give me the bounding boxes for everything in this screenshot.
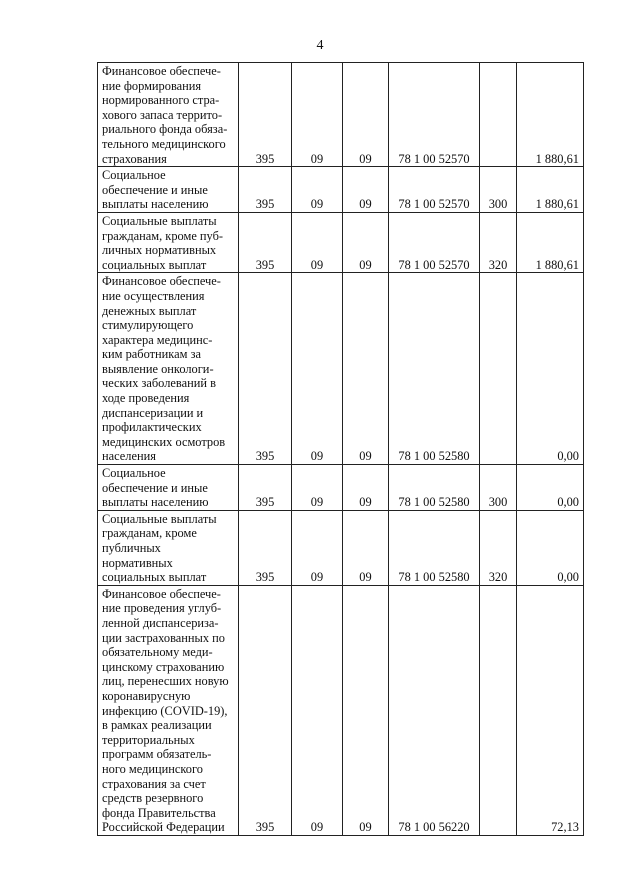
expense-name-line: Финансовое обеспече- <box>102 64 221 78</box>
expense-name-cell <box>98 585 239 835</box>
expense-name-line: населения <box>102 449 156 464</box>
expense-name-line: территориальных <box>102 732 195 747</box>
expense-name-line: в рамках реализации <box>102 718 212 733</box>
expense-name-line: ние проведения углуб- <box>102 601 222 616</box>
expense-name-line: ленной диспансериза- <box>102 615 219 630</box>
ministry-code-cell: 395 <box>239 167 292 213</box>
expense-name-line: инфекцию (COVID-19), <box>102 703 228 718</box>
amount-cell: 1 880,61 <box>517 167 584 213</box>
table-row <box>98 212 584 272</box>
subsection-code-cell: 09 <box>343 63 389 167</box>
ministry-code-cell: 395 <box>239 212 292 272</box>
target-article-code-cell: 78 1 00 52580 <box>389 465 480 511</box>
expense-name-line: личных нормативных <box>102 243 217 258</box>
expense-name-line: медицинских осмотров <box>102 434 226 449</box>
expense-name-line: фонда Правительства <box>102 805 216 820</box>
target-article-code-cell: 78 1 00 56220 <box>389 585 480 835</box>
expense-name-line: нормированного стра- <box>102 93 220 108</box>
expense-name-line: страхования <box>102 151 167 166</box>
expense-name-line: публичных <box>102 541 161 555</box>
target-article-code-cell: 78 1 00 52570 <box>389 167 480 213</box>
expense-name-line: обязательному меди- <box>102 645 213 660</box>
expense-name-line: ного медицинского <box>102 761 203 776</box>
expense-name-line: Финансовое обеспече- <box>102 586 221 601</box>
expense-name-line: страхования за счет <box>102 776 206 791</box>
expense-name-line: коронавирусную <box>102 688 191 703</box>
expense-name-line: Социальные выплаты <box>102 213 217 228</box>
ministry-code-cell: 395 <box>239 585 292 835</box>
expense-name-line: выплаты населению <box>102 495 209 510</box>
expense-type-code-cell <box>480 63 517 167</box>
target-article-code-cell: 78 1 00 52570 <box>389 212 480 272</box>
expense-name-line: ким работникам за <box>102 347 201 362</box>
section-code-cell: 09 <box>292 273 343 465</box>
expense-name-line: ходе проведения <box>102 391 190 406</box>
section-code-cell: 09 <box>292 465 343 511</box>
expense-name-line: нормативных <box>102 555 173 570</box>
expense-name-line: Российской Федерации <box>102 820 225 835</box>
expense-name-line: программ обязатель- <box>102 747 212 762</box>
table-row <box>98 63 584 167</box>
subsection-code-cell: 09 <box>343 510 389 585</box>
expense-name-line: ческих заболеваний в <box>102 376 216 391</box>
expense-type-code-cell: 300 <box>480 465 517 511</box>
expense-name-line: профилактических <box>102 420 202 435</box>
table-row <box>98 585 584 835</box>
expense-name-line: ние формирования <box>102 78 202 93</box>
subsection-code-cell: 09 <box>343 167 389 213</box>
target-article-code-cell: 78 1 00 52580 <box>389 273 480 465</box>
section-code-cell: 09 <box>292 510 343 585</box>
expense-name-line: обеспечение и иные <box>102 480 208 495</box>
expense-name-line: социальных выплат <box>102 570 207 585</box>
expense-name-cell <box>98 167 239 213</box>
expense-name-line: лиц, перенесших новую <box>102 674 229 689</box>
table-row <box>98 510 584 585</box>
expense-name-line: хового запаса террито- <box>102 107 223 122</box>
amount-cell: 72,13 <box>517 585 584 835</box>
amount-cell: 1 880,61 <box>517 63 584 167</box>
expense-name-cell <box>98 273 239 465</box>
expense-type-code-cell <box>480 273 517 465</box>
expense-name-line: тельного медицинского <box>102 136 226 151</box>
amount-cell: 0,00 <box>517 273 584 465</box>
ministry-code-cell: 395 <box>239 510 292 585</box>
target-article-code-cell: 78 1 00 52580 <box>389 510 480 585</box>
expense-name-line: денежных выплат <box>102 303 197 318</box>
section-code-cell: 09 <box>292 212 343 272</box>
expense-name-line: ние осуществления <box>102 288 205 303</box>
expense-name-line: Социальные выплаты <box>102 511 217 526</box>
subsection-code-cell: 09 <box>343 585 389 835</box>
expense-type-code-cell: 320 <box>480 510 517 585</box>
expense-type-code-cell: 320 <box>480 212 517 272</box>
expense-name-line: выявление онкологи- <box>102 361 214 376</box>
amount-cell: 0,00 <box>517 465 584 511</box>
expense-name-line: выплаты населению <box>102 197 209 212</box>
expense-name-line: диспансеризации и <box>102 405 204 420</box>
expense-name-line: социальных выплат <box>102 257 207 272</box>
ministry-code-cell: 395 <box>239 465 292 511</box>
target-article-code-cell: 78 1 00 52570 <box>389 63 480 167</box>
expense-name-line: ции застрахованных по <box>102 630 225 645</box>
ministry-code-cell: 395 <box>239 273 292 465</box>
section-code-cell: 09 <box>292 167 343 213</box>
subsection-code-cell: 09 <box>343 273 389 465</box>
expense-name-cell <box>98 63 239 167</box>
expense-name-line: цинскому страхованию <box>102 659 225 674</box>
expense-name-line: Финансовое обеспече- <box>102 274 221 289</box>
table-row <box>98 273 584 465</box>
expense-name-line: обеспечение и иные <box>102 182 208 197</box>
expense-name-cell <box>98 212 239 272</box>
table-row <box>98 167 584 213</box>
section-code-cell: 09 <box>292 585 343 835</box>
expense-type-code-cell: 300 <box>480 167 517 213</box>
expense-name-line: гражданам, кроме <box>102 526 197 541</box>
table-row <box>98 465 584 511</box>
expense-name-line: гражданам, кроме пуб- <box>102 228 224 243</box>
page-number: 4 <box>316 38 324 53</box>
subsection-code-cell: 09 <box>343 212 389 272</box>
expense-name-line: Социальное <box>102 466 166 481</box>
expense-name-cell <box>98 465 239 511</box>
expense-name-line: Социальное <box>102 168 166 183</box>
expense-name-line: риального фонда обяза- <box>102 122 228 137</box>
amount-cell: 1 880,61 <box>517 212 584 272</box>
expense-type-code-cell <box>480 585 517 835</box>
amount-cell: 0,00 <box>517 510 584 585</box>
expense-name-line: стимулирующего <box>102 318 194 333</box>
expense-name-line: характера медицинс- <box>102 332 213 347</box>
budget-table-body <box>98 63 584 836</box>
expense-name-line: средств резервного <box>102 791 204 806</box>
ministry-code-cell: 395 <box>239 63 292 167</box>
expense-name-cell <box>98 510 239 585</box>
section-code-cell: 09 <box>292 63 343 167</box>
budget-table <box>97 62 584 836</box>
subsection-code-cell: 09 <box>343 465 389 511</box>
